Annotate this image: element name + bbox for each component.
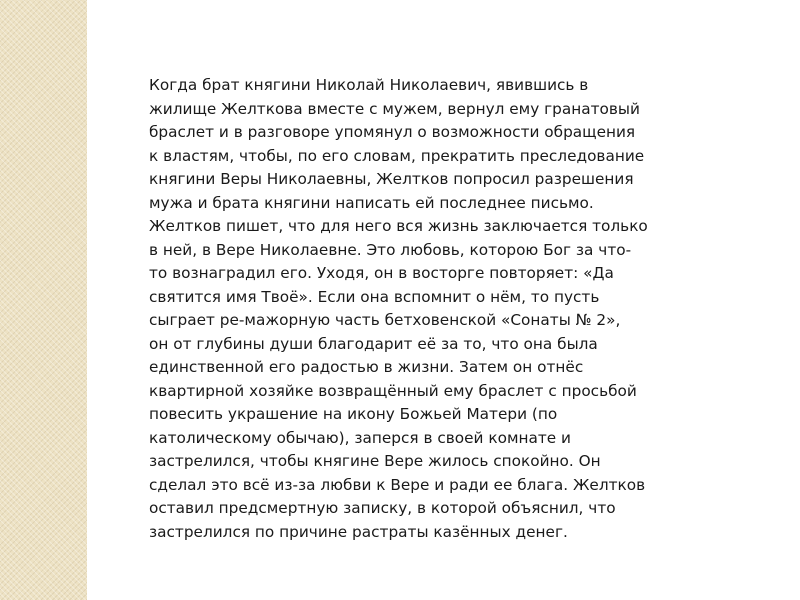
text-line: Желтков пишет, что для него вся жизнь заключается только <box>149 217 648 235</box>
text-line: княгини Веры Николаевны, Желтков попросил разрешения <box>149 170 634 188</box>
text-line: повесить украшение на икону Божьей Матери (по <box>149 405 558 423</box>
text-line: браслет и в разговоре упомянул о возможности обращения <box>149 123 636 141</box>
text-line: жилище Желткова вместе с мужем, вернул ему гранатовый <box>149 99 640 118</box>
text-line: святится имя Твоё». Если она вспомнит о нём, то пусть <box>149 287 600 306</box>
text-line: католическому обычаю), заперся в своей комнате и <box>149 428 571 447</box>
text-line: квартирной хозяйке возвращённый ему браслет с просьбой <box>149 381 637 400</box>
text-line: сыграет ре-мажорную часть бетховенской «Сонаты № 2», <box>149 311 621 329</box>
text-line: к властям, чтобы, по его словам, прекратить преследование <box>149 146 645 165</box>
slide-body-text <box>149 74 669 544</box>
text-line: застрелился, чтобы княгине Вере жилось спокойно. Он <box>149 452 601 470</box>
text-line: мужа и брата княгини написать ей последнее письмо. <box>149 193 594 212</box>
text-line: единственной его радостью в жизни. Затем он отнёс <box>149 358 584 376</box>
text-line: застрелился по причине растраты казённых денег. <box>149 522 568 541</box>
text-line: оставил предсмертную записку, в которой объяснил, что <box>149 499 616 517</box>
text-line: в ней, в Вере Николаевне. Это любовь, которою Бог за что- <box>149 240 632 259</box>
decorative-side-band <box>0 0 87 600</box>
text-line: то вознаградил его. Уходя, он в восторге повторяет: «Да <box>149 264 614 282</box>
text-line: сделал это всё из-за любви к Вере и ради ее блага. Желтков <box>149 475 646 494</box>
text-line: Когда брат княгини Николай Николаевич, явившись в <box>149 76 589 94</box>
text-line: он от глубины души благодарит её за то, что она была <box>149 334 598 353</box>
